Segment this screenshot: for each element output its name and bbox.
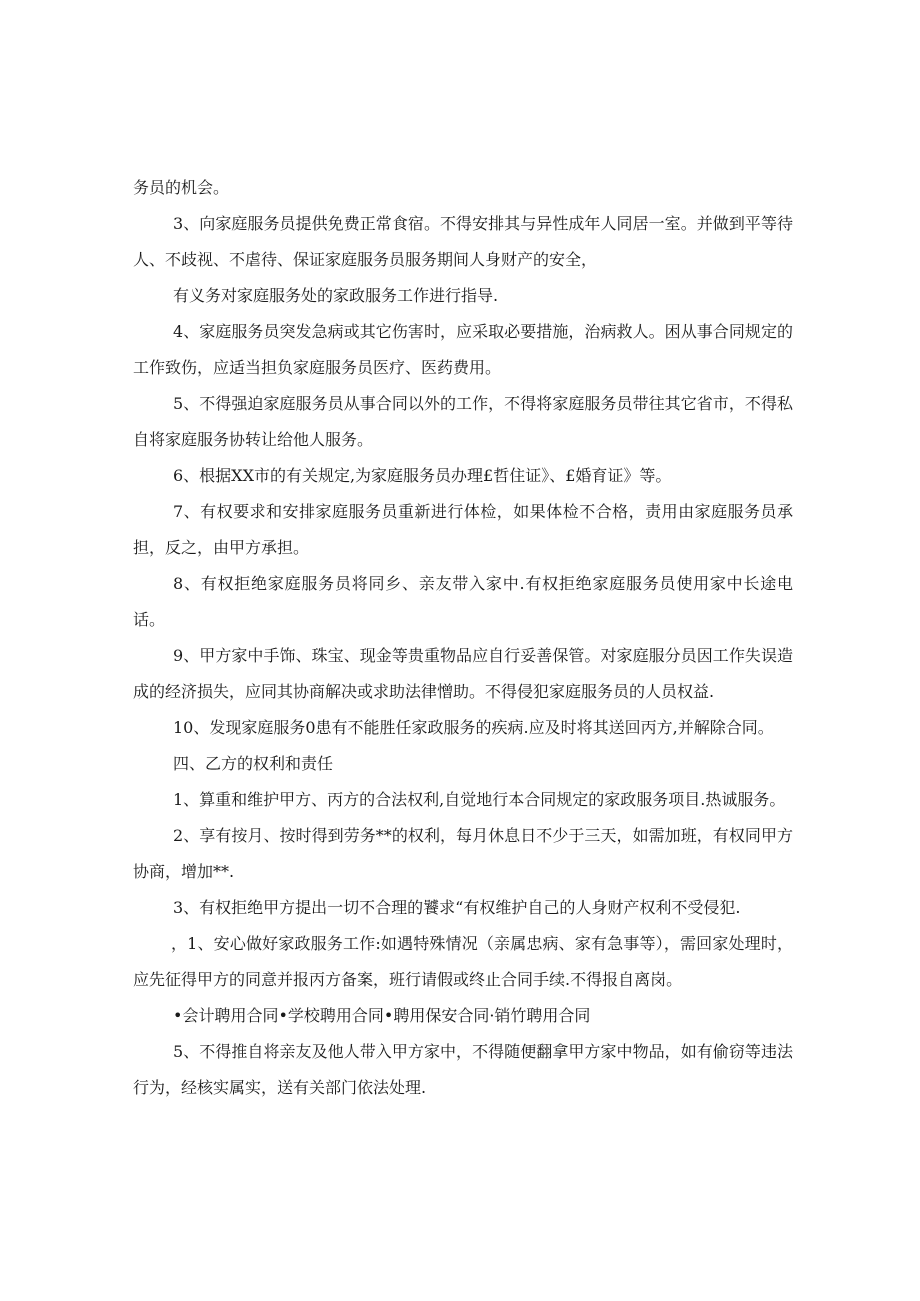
- paragraph-item-10: 10、发现家庭服务0患有不能胜任家政服务的疾病.应及时将其送回丙方,并解除合同。: [173, 718, 774, 737]
- document-body: [133, 170, 793, 1106]
- paragraph-item-7: 7、有权要求和安排家庭服务员重新进行体检，如果体检不合格，责用由家庭服务员承担，反之，由甲方承担。: [133, 502, 793, 557]
- paragraph-item-4: 4、家庭服务员突发急病或其它伤害时，应采取必要措施，治病救人。困从事合同规定的工作致伤，应适当担负家庭服务员医疗、医药费用。: [133, 322, 793, 377]
- paragraph-item-8: 8、有权拒绝家庭服务员将同乡、亲友带入家中.有权拒绝家庭服务员使用家中长途电话。: [133, 574, 793, 629]
- paragraph-b-item-3: 3、有权拒绝甲方提出一切不合理的饕求“有权维护自己的人身财产权利不受侵犯.: [173, 898, 741, 917]
- paragraph-item-9: 9、甲方家中手饰、珠宝、现金等贵重物品应自行妥善保管。对家庭服分员因工作失误造成的经济损失，应同其协商解决或求助法律憎助。不得侵犯家庭服务员的人员权益.: [133, 646, 793, 701]
- paragraph-item-5: 5、不得强迫家庭服务员从事合同以外的工作，不得将家庭服务员带往其它省市，不得私自将家庭服务协转让给他人服务。: [133, 394, 793, 449]
- paragraph-item-6: 6、根据XX市的有关规定,为家庭服务员办理£哲住证》、£婚育证》等。: [173, 466, 672, 485]
- paragraph-item-3: 3、向家庭服务员提供免费正常食宿。不得安排其与异性成年人同居一室。并做到平等待人、不歧视、不虐待、保证家庭服务员服务期间人身财产的安全，: [133, 214, 793, 269]
- paragraph-guidance: 有义务对家庭服务处的家政服务工作进行指导.: [173, 286, 499, 305]
- paragraph-b-item-4: ，1、安心做好家政服务工作:如遇特殊情况（亲属忠病、家有急事等），需回家处理时，应先征得甲方的同意并报丙方备案，班行请假或终止合同手续.不得报自离岗。: [133, 934, 793, 989]
- related-contracts-line: •会计聘用合同•学校聘用合同•聘用保安合同·销竹聘用合同: [173, 1006, 591, 1025]
- paragraph-b-item-2: 2、享有按月、按时得到劳务**的权利，每月休息日不少于三天，如需加班，有权同甲方协商，增加**.: [133, 826, 793, 881]
- paragraph-b-item-1: 1、算重和维护甲方、丙方的合法权利,自觉地行本合同规定的家政服务项目.热诚服务。: [173, 790, 786, 809]
- paragraph-continuation: 务员的机会。: [133, 178, 230, 197]
- section-heading-party-b: 四、乙方的权利和责任: [173, 754, 334, 773]
- paragraph-b-item-5: 5、不得推自将亲友及他人带入甲方家中，不得随便翻拿甲方家中物品，如有偷窃等违法行为，经核实属实，送有关部门依法处理.: [133, 1042, 793, 1097]
